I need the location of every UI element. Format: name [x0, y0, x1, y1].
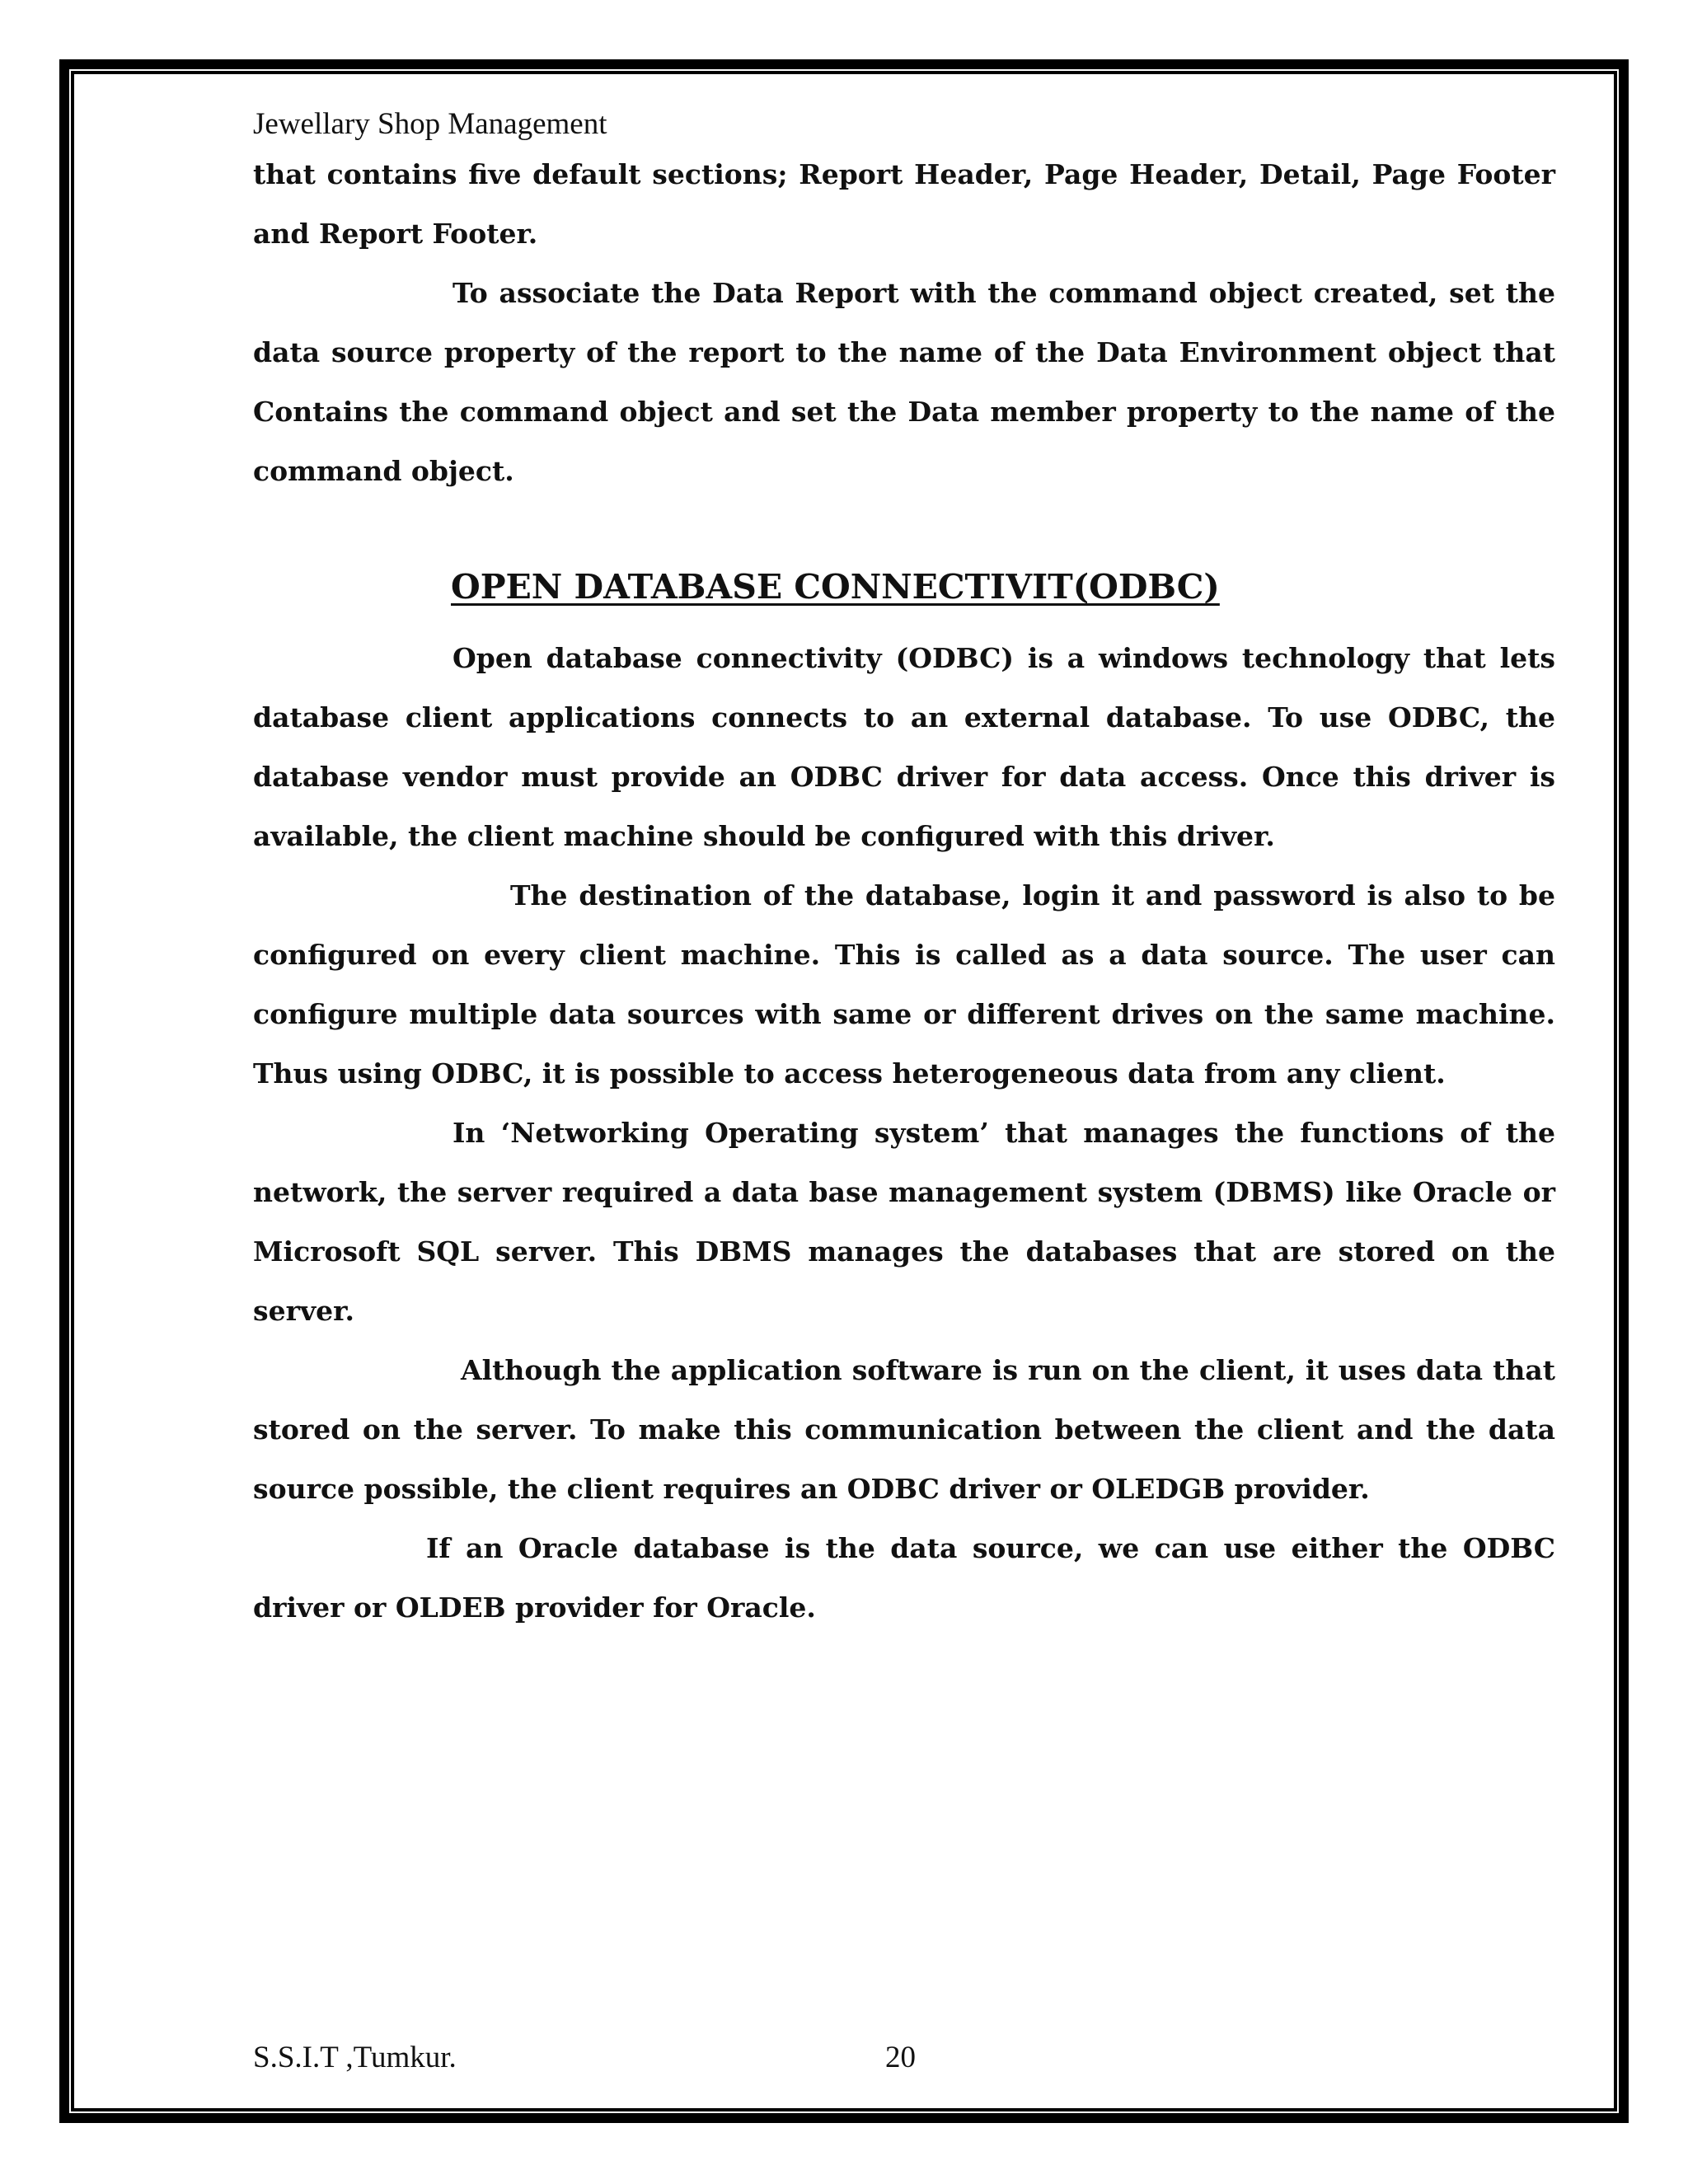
footer-institution: S.S.I.T ,Tumkur.	[253, 2041, 457, 2074]
section-heading: OPEN DATABASE CONNECTIVIT(ODBC)	[451, 567, 1220, 607]
section-body	[253, 629, 1555, 1638]
intro-paragraph-1: that contains five default sections; Report Header, Page Header, Detail, Page Footer and Report Footer.	[253, 158, 1555, 250]
running-header: Jewellary Shop Management	[253, 107, 607, 141]
intro-block	[253, 145, 1555, 501]
body-paragraph-4: Although the application software is run on the client, it uses data that stored on the server. To make this communication between the client and the data source possible, the client requires an ODBC driver or OLEDGB provider.	[253, 1354, 1555, 1505]
body-paragraph-2: The destination of the database, login it and password is also to be configured on every client machine. This is called as a data source. The user can configure multiple data sources with same or different drives on the same machine. Thus using ODBC, it is possible to access heterogeneous data from any client.	[253, 879, 1555, 1090]
intro-paragraph-2: To associate the Data Report with the command object created, set the data source property of the report to the name of the Data Environment object that Contains the command object and set the Data member property to the name of the command object.	[253, 277, 1555, 487]
page-number: 20	[885, 2041, 916, 2074]
body-paragraph-5: If an Oracle database is the data source, we can use either the ODBC driver or OLDEB provider for Oracle.	[253, 1532, 1555, 1624]
body-paragraph-3: In ‘Networking Operating system’ that manages the functions of the network, the server required a data base management system (DBMS) like Oracle or Microsoft SQL server. This DBMS manages the databases that are stored on the server.	[253, 1117, 1555, 1327]
body-paragraph-1: Open database connectivity (ODBC) is a windows technology that lets database client applications connects to an external database. To use ODBC, the database vendor must provide an ODBC driver for data access. Once this driver is available, the client machine should be configured with this driver.	[253, 642, 1555, 852]
